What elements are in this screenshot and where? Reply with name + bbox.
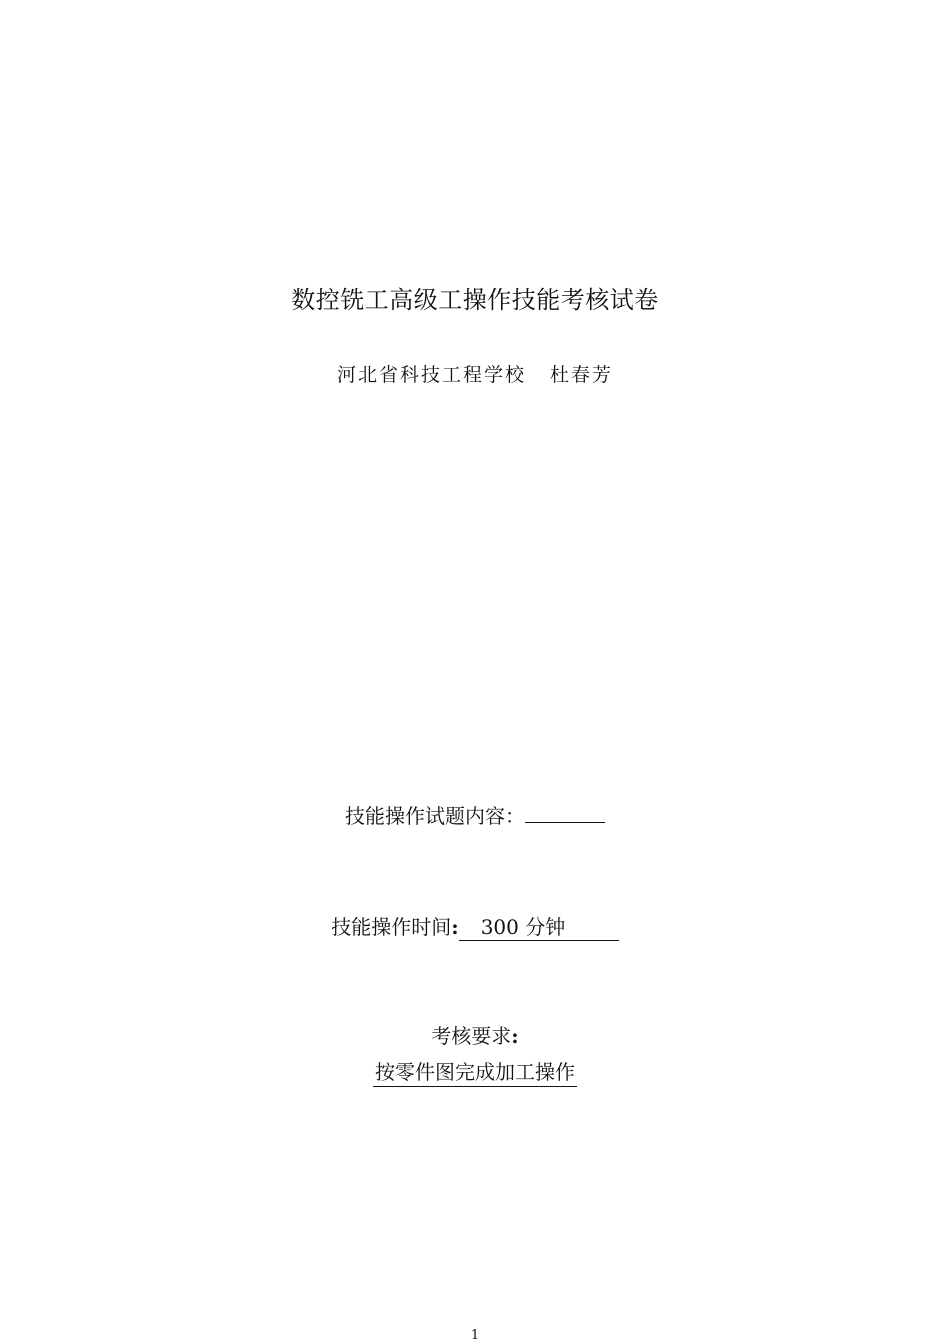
page-number: 1 [470,1328,480,1343]
author-organization: 河北省科技工程学校 [336,364,526,386]
document-title: 数控铣工高级工操作技能考核试卷 [291,286,659,314]
operation-time-label: 技能操作时间 [331,915,452,939]
test-content-label: 技能操作试题内容： [345,804,525,828]
test-content-field [0,800,950,829]
requirement-colon: : [511,1024,519,1048]
author-name: 杜春芳 [550,364,614,386]
requirement-value: 按零件图完成加工操作 [373,1056,577,1087]
operation-time-field [0,911,950,941]
test-content-blank [525,804,605,823]
requirement-field [0,1056,950,1087]
operation-time-value: 300 分钟 [459,911,619,941]
requirement-heading [0,1020,950,1049]
requirement-label: 考核要求 [431,1024,512,1048]
author-line [0,360,950,387]
operation-time-colon: : [451,915,459,939]
